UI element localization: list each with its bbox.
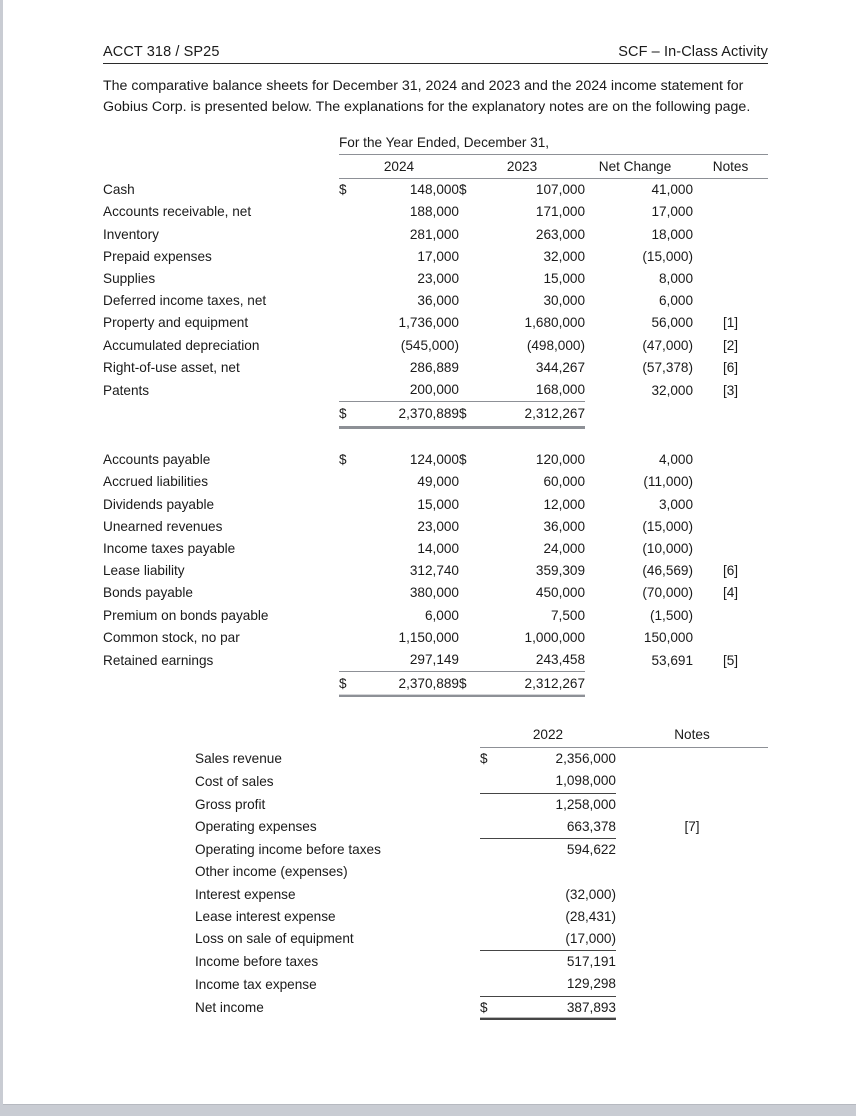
row-net-change: (11,000) xyxy=(643,474,694,490)
is-row-value: 1,098,000 xyxy=(508,770,616,793)
row-value-2023: 36,000 xyxy=(543,518,586,534)
table-row xyxy=(103,379,768,402)
row-value-2024: 1,736,000 xyxy=(398,315,459,331)
row-net-change: (10,000) xyxy=(642,541,694,557)
is-row-note xyxy=(616,884,768,906)
row-currency-2023 xyxy=(459,335,485,357)
is-row-label: Other income (expenses) xyxy=(195,864,348,880)
income-statement-row xyxy=(195,973,768,996)
row-value-2023: 24,000 xyxy=(543,541,586,557)
is-row-value: 594,622 xyxy=(566,842,616,858)
table-row xyxy=(103,627,768,649)
is-row-note xyxy=(616,861,768,883)
is-header-notes: Notes xyxy=(616,723,768,748)
row-note xyxy=(693,224,768,246)
row-value-2024: (545,000) xyxy=(400,337,459,353)
row-currency-2023 xyxy=(459,627,485,649)
row-currency-2023 xyxy=(459,494,485,516)
liabilities-total-2024: 2,370,889 xyxy=(361,672,459,697)
row-note xyxy=(693,179,768,202)
is-row-label: Operating income before taxes xyxy=(195,842,381,858)
is-row-note xyxy=(616,973,768,996)
is-row-currency xyxy=(480,816,508,839)
is-row-currency xyxy=(480,884,508,906)
row-note: [3] xyxy=(722,382,739,398)
row-net-change: (46,569) xyxy=(642,563,694,579)
income-statement-row xyxy=(195,884,768,906)
row-note xyxy=(693,246,768,268)
row-value-2024: 15,000 xyxy=(417,496,459,512)
balance-sheet-liabilities-total-body xyxy=(103,672,768,697)
row-value-2024: 14,000 xyxy=(417,541,459,557)
income-statement-column-headers xyxy=(195,723,768,748)
table-row xyxy=(103,290,768,312)
row-value-2023: 1,000,000 xyxy=(524,629,586,645)
row-net-change: 6,000 xyxy=(659,293,694,309)
row-currency-2023 xyxy=(459,582,485,604)
row-label: Lease liability xyxy=(103,563,185,579)
row-currency-2023 xyxy=(459,201,485,223)
header-notes: Notes xyxy=(693,155,768,179)
row-value-2024: 17,000 xyxy=(417,248,459,264)
row-currency-2023 xyxy=(459,357,485,379)
is-header-year: 2022 xyxy=(480,723,616,748)
row-net-change: (15,000) xyxy=(642,248,694,264)
income-statement-row xyxy=(195,906,768,928)
page-content xyxy=(103,44,768,1020)
is-row-label: Operating expenses xyxy=(195,819,317,835)
income-statement-row xyxy=(195,839,768,862)
caption-spacer xyxy=(103,132,339,155)
assets-total-2023: 2,312,267 xyxy=(485,402,585,428)
income-statement-row xyxy=(195,816,768,839)
is-row-note: [7] xyxy=(684,819,700,835)
row-note xyxy=(693,471,768,493)
row-currency-2023 xyxy=(459,560,485,582)
row-currency-2023: $ xyxy=(459,452,467,468)
row-value-2024: 6,000 xyxy=(424,607,459,623)
row-currency-2024 xyxy=(339,494,361,516)
row-label: Unearned revenues xyxy=(103,518,223,534)
income-statement-head xyxy=(195,723,768,748)
row-currency-2024 xyxy=(339,471,361,493)
header-year-2023: 2023 xyxy=(459,155,585,179)
is-row-value: 1,258,000 xyxy=(555,796,616,812)
table-row xyxy=(103,268,768,290)
balance-sheet-caption-row xyxy=(103,132,768,155)
table-row xyxy=(103,246,768,268)
row-value-2024: 312,740 xyxy=(409,563,459,579)
row-value-2024: 36,000 xyxy=(417,293,459,309)
course-label: ACCT 318 / SP25 xyxy=(103,44,220,60)
liabilities-total-row xyxy=(103,672,768,697)
row-note xyxy=(693,268,768,290)
is-row-note xyxy=(616,906,768,928)
is-row-note xyxy=(616,996,768,1019)
document-page xyxy=(3,0,856,1105)
row-currency-2023 xyxy=(459,471,485,493)
row-note: [6] xyxy=(722,359,739,375)
row-currency-2024 xyxy=(339,290,361,312)
row-value-2024: 286,889 xyxy=(409,359,459,375)
table-row xyxy=(103,605,768,627)
row-currency-2024 xyxy=(339,649,361,672)
intro-paragraph: The comparative balance sheets for December 31, 2024 and 2023 and the 2024 income statement for Gobius Corp. is presented below. The explanations for the explanatory notes are on the following page. xyxy=(103,78,751,116)
row-value-2023: 168,000 xyxy=(535,382,586,398)
row-currency-2023 xyxy=(459,312,485,334)
liabilities-total-currency-2024: $ xyxy=(339,672,361,697)
balance-sheet-assets-body xyxy=(103,179,768,402)
row-net-change: 17,000 xyxy=(651,204,694,220)
row-net-change: 41,000 xyxy=(651,182,694,198)
is-row-note xyxy=(616,770,768,793)
is-row-note xyxy=(616,839,768,862)
row-net-change: 32,000 xyxy=(651,382,694,398)
assets-total-currency-2023: $ xyxy=(459,402,485,428)
row-label: Income taxes payable xyxy=(103,541,236,557)
row-currency-2024: $ xyxy=(339,452,347,468)
row-net-change: (47,000) xyxy=(642,337,694,353)
is-row-currency: $ xyxy=(480,996,508,1019)
row-net-change: 150,000 xyxy=(643,629,694,645)
row-currency-2024 xyxy=(339,201,361,223)
row-value-2024: 281,000 xyxy=(409,226,459,242)
table-row xyxy=(103,516,768,538)
row-value-2023: 12,000 xyxy=(543,496,586,512)
row-label: Cash xyxy=(103,182,135,198)
row-currency-2024 xyxy=(339,357,361,379)
row-value-2023: 359,309 xyxy=(535,563,586,579)
row-note xyxy=(693,538,768,560)
is-row-value: (17,000) xyxy=(508,928,616,951)
row-note: [5] xyxy=(722,652,739,668)
balance-sheet-column-headers xyxy=(103,155,768,179)
assets-total-label xyxy=(103,402,339,428)
assets-total-2024: 2,370,889 xyxy=(361,402,459,428)
liabilities-total-label xyxy=(103,672,339,697)
row-currency-2024 xyxy=(339,605,361,627)
is-row-label: Net income xyxy=(195,1000,264,1016)
row-net-change: 18,000 xyxy=(651,226,694,242)
row-currency-2023: $ xyxy=(459,182,467,198)
liabilities-total-2023: 2,312,267 xyxy=(485,672,585,697)
is-row-label: Cost of sales xyxy=(195,773,274,789)
row-label: Patents xyxy=(103,382,150,398)
is-row-label: Lease interest expense xyxy=(195,908,336,924)
row-currency-2024 xyxy=(339,312,361,334)
row-value-2024: 124,000 xyxy=(409,452,459,468)
row-value-2023: 120,000 xyxy=(535,452,586,468)
row-label: Deferred income taxes, net xyxy=(103,293,267,309)
table-row xyxy=(103,649,768,672)
row-currency-2024: $ xyxy=(339,182,347,198)
row-label: Prepaid expenses xyxy=(103,248,212,264)
is-row-label: Interest expense xyxy=(195,886,296,902)
row-value-2023: 263,000 xyxy=(535,226,586,242)
assets-total-net xyxy=(585,402,693,428)
is-row-value: 387,893 xyxy=(508,996,616,1019)
row-value-2023: 243,458 xyxy=(535,652,586,668)
header-blank xyxy=(103,155,339,179)
row-net-change: 56,000 xyxy=(651,315,694,331)
assets-total-note xyxy=(693,402,768,428)
is-row-currency xyxy=(480,839,508,862)
document-header xyxy=(103,44,768,64)
is-row-value: (32,000) xyxy=(565,886,616,902)
row-currency-2023 xyxy=(459,538,485,560)
income-statement-row xyxy=(195,996,768,1019)
is-row-value: 517,191 xyxy=(566,954,616,970)
income-statement-row xyxy=(195,748,768,771)
row-currency-2023 xyxy=(459,649,485,672)
is-row-note xyxy=(616,951,768,974)
table-row xyxy=(103,582,768,604)
row-currency-2023 xyxy=(459,605,485,627)
is-row-currency xyxy=(480,951,508,974)
is-header-blank xyxy=(195,723,480,748)
is-row-currency xyxy=(480,906,508,928)
row-currency-2024 xyxy=(339,335,361,357)
header-year-2024: 2024 xyxy=(339,155,459,179)
table-row xyxy=(103,201,768,223)
section-spacer xyxy=(103,428,768,450)
row-note xyxy=(693,449,768,471)
row-note: [4] xyxy=(722,585,739,601)
row-currency-2024 xyxy=(339,224,361,246)
row-label: Accrued liabilities xyxy=(103,474,209,490)
table-row xyxy=(103,494,768,516)
row-note xyxy=(693,201,768,223)
row-note xyxy=(693,516,768,538)
row-note: [1] xyxy=(722,315,739,331)
row-value-2023: 15,000 xyxy=(543,271,586,287)
row-value-2023: 32,000 xyxy=(543,248,586,264)
liabilities-total-currency-2023: $ xyxy=(459,672,485,697)
row-label: Accumulated depreciation xyxy=(103,337,260,353)
is-row-label: Gross profit xyxy=(195,796,266,812)
row-value-2023: (498,000) xyxy=(526,337,586,353)
caption-spacer-3 xyxy=(693,132,768,155)
table-row xyxy=(103,538,768,560)
row-net-change: 53,691 xyxy=(651,652,694,668)
is-row-currency xyxy=(480,793,508,816)
balance-sheet-assets-total-body xyxy=(103,402,768,450)
assets-total-row xyxy=(103,402,768,428)
is-row-label: Income before taxes xyxy=(195,954,319,970)
is-row-note xyxy=(616,793,768,816)
row-label: Common stock, no par xyxy=(103,629,240,645)
balance-sheet-head xyxy=(103,132,768,179)
table-row xyxy=(103,179,768,202)
section-spacer-cell xyxy=(103,428,768,450)
is-row-currency xyxy=(480,861,508,883)
row-value-2024: 380,000 xyxy=(409,585,459,601)
row-currency-2024 xyxy=(339,379,361,402)
row-value-2024: 23,000 xyxy=(417,271,459,287)
row-value-2023: 344,267 xyxy=(535,359,586,375)
row-label: Retained earnings xyxy=(103,652,214,668)
row-currency-2023 xyxy=(459,290,485,312)
row-net-change: 3,000 xyxy=(659,496,694,512)
row-value-2024: 297,149 xyxy=(409,652,459,668)
row-label: Inventory xyxy=(103,226,159,242)
row-value-2024: 148,000 xyxy=(409,182,459,198)
row-currency-2024 xyxy=(339,538,361,560)
row-currency-2023 xyxy=(459,268,485,290)
row-net-change: (15,000) xyxy=(642,518,694,534)
row-label: Bonds payable xyxy=(103,585,193,601)
row-label: Supplies xyxy=(103,271,156,287)
row-currency-2023 xyxy=(459,246,485,268)
row-label: Right-of-use asset, net xyxy=(103,359,240,375)
row-value-2023: 107,000 xyxy=(535,182,586,198)
row-net-change: (70,000) xyxy=(642,585,694,601)
row-currency-2023 xyxy=(459,516,485,538)
header-net-change: Net Change xyxy=(585,155,693,179)
row-value-2023: 7,500 xyxy=(551,607,586,623)
row-label: Premium on bonds payable xyxy=(103,607,269,623)
caption-spacer-2 xyxy=(585,132,693,155)
income-statement-body xyxy=(195,748,768,1019)
balance-sheet-table xyxy=(103,132,768,697)
is-row-currency xyxy=(480,973,508,996)
row-value-2024: 49,000 xyxy=(417,474,459,490)
is-row-value: (28,431) xyxy=(565,908,616,924)
row-value-2023: 450,000 xyxy=(535,585,586,601)
row-value-2024: 23,000 xyxy=(417,518,459,534)
row-currency-2023 xyxy=(459,224,485,246)
is-row-note xyxy=(616,748,768,771)
row-currency-2024 xyxy=(339,582,361,604)
row-label: Property and equipment xyxy=(103,315,249,331)
income-statement-row xyxy=(195,928,768,951)
income-statement-row xyxy=(195,770,768,793)
is-row-currency: $ xyxy=(480,751,488,767)
income-statement-row xyxy=(195,861,768,883)
balance-sheet-liabilities-body xyxy=(103,449,768,672)
table-row xyxy=(103,357,768,379)
row-value-2023: 1,680,000 xyxy=(524,315,586,331)
income-statement-table xyxy=(195,723,768,1019)
row-note xyxy=(693,627,768,649)
activity-label: SCF – In-Class Activity xyxy=(618,44,768,60)
table-row xyxy=(103,560,768,582)
table-row xyxy=(103,335,768,357)
is-row-label: Loss on sale of equipment xyxy=(195,931,354,947)
assets-total-currency-2024: $ xyxy=(339,402,361,428)
row-currency-2024 xyxy=(339,560,361,582)
row-note: [2] xyxy=(722,337,739,353)
liabilities-total-note xyxy=(693,672,768,697)
table-row xyxy=(103,312,768,334)
table-row xyxy=(103,224,768,246)
row-currency-2024 xyxy=(339,268,361,290)
row-value-2024: 1,150,000 xyxy=(398,629,459,645)
row-currency-2024 xyxy=(339,246,361,268)
row-note: [6] xyxy=(722,563,739,579)
row-note xyxy=(693,290,768,312)
row-label: Dividends payable xyxy=(103,496,215,512)
row-net-change: 4,000 xyxy=(659,452,694,468)
row-value-2023: 60,000 xyxy=(543,474,586,490)
row-value-2024: 200,000 xyxy=(409,382,459,398)
row-net-change: (1,500) xyxy=(649,607,694,623)
is-row-note xyxy=(616,928,768,951)
is-row-label: Sales revenue xyxy=(195,751,282,767)
table-row xyxy=(103,471,768,493)
is-row-value xyxy=(508,861,616,883)
row-currency-2023 xyxy=(459,379,485,402)
row-currency-2024 xyxy=(339,516,361,538)
row-value-2023: 30,000 xyxy=(543,293,586,309)
is-row-currency xyxy=(480,770,508,793)
table-row xyxy=(103,449,768,471)
row-label: Accounts payable xyxy=(103,452,211,468)
balance-sheet-caption: For the Year Ended, December 31, xyxy=(339,135,550,151)
row-value-2023: 171,000 xyxy=(535,204,586,220)
row-note xyxy=(693,494,768,516)
is-row-label: Income tax expense xyxy=(195,976,317,992)
liabilities-total-net xyxy=(585,672,693,697)
is-row-value: 2,356,000 xyxy=(555,751,616,767)
is-row-currency xyxy=(480,928,508,951)
row-note xyxy=(693,605,768,627)
row-net-change: 8,000 xyxy=(659,271,694,287)
row-value-2024: 188,000 xyxy=(409,204,459,220)
is-row-value: 129,298 xyxy=(508,973,616,996)
row-currency-2024 xyxy=(339,627,361,649)
row-net-change: (57,378) xyxy=(642,359,694,375)
income-statement-row xyxy=(195,951,768,974)
is-row-value: 663,378 xyxy=(508,816,616,839)
row-label: Accounts receivable, net xyxy=(103,204,252,220)
income-statement-row xyxy=(195,793,768,816)
